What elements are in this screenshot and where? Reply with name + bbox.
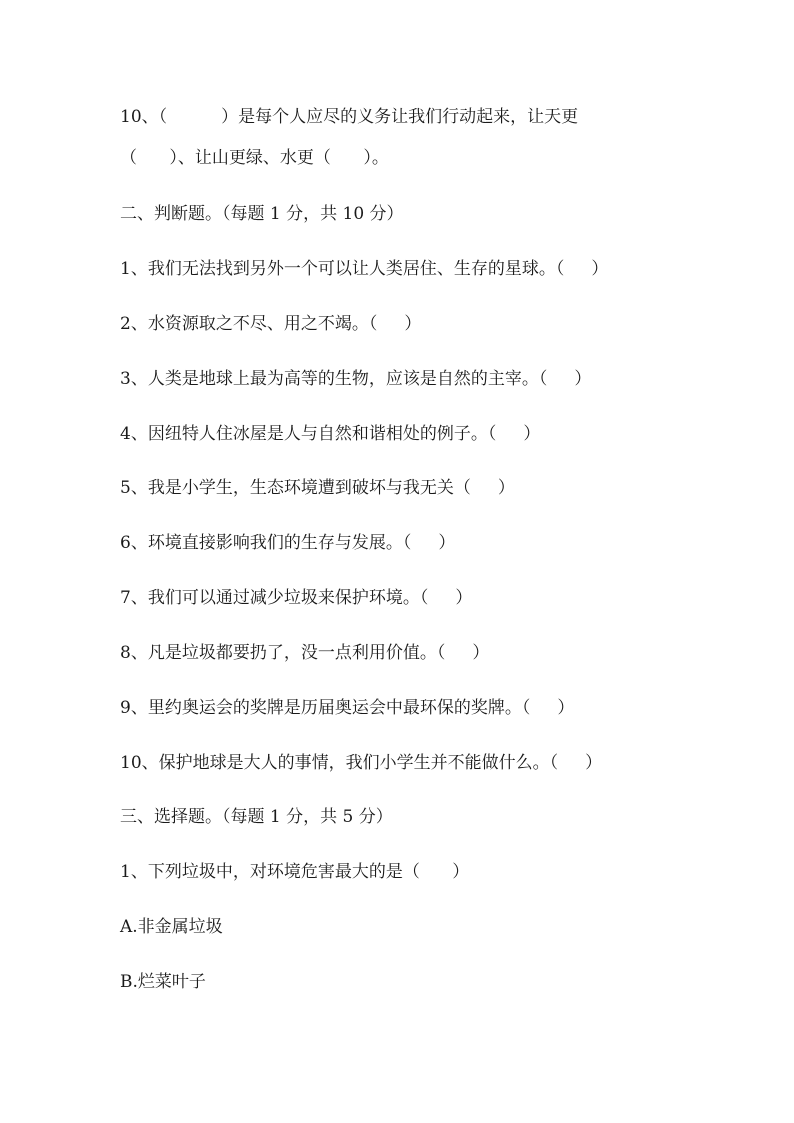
- true-false-item-7: 7、我们可以通过减少垃圾来保护环境。（ ）: [120, 588, 473, 608]
- true-false-item-4: 4、因纽特人住冰屋是人与自然和谐相处的例子。（ ）: [120, 424, 541, 444]
- true-false-item-5: 5、我是小学生，生态环境遭到破坏与我无关（ ）: [120, 478, 515, 498]
- choice-question-1: 1、下列垃圾中，对环境危害最大的是（ ）: [120, 862, 470, 882]
- true-false-item-1: 1、我们无法找到另外一个可以让人类居住、生存的星球。（ ）: [120, 259, 609, 279]
- section-heading-true-false: 二、判断题。（每题 1 分，共 10 分）: [120, 204, 404, 224]
- true-false-item-3: 3、人类是地球上最为高等的生物，应该是自然的主宰。（ ）: [120, 369, 592, 389]
- true-false-item-2: 2、水资源取之不尽、用之不竭。（ ）: [120, 314, 422, 334]
- true-false-item-9: 9、里约奥运会的奖牌是历届奥运会中最环保的奖牌。（ ）: [120, 698, 575, 718]
- true-false-item-10: 10、保护地球是大人的事情，我们小学生并不能做什么。（ ）: [120, 753, 603, 773]
- true-false-item-6: 6、环境直接影响我们的生存与发展。（ ）: [120, 533, 456, 553]
- fill-in-question-10-line-2: （ ）、让山更绿、水更（ ）。: [120, 148, 389, 168]
- choice-option-a: A.非金属垃圾: [120, 917, 223, 937]
- section-heading-multiple-choice: 三、选择题。（每题 1 分，共 5 分）: [120, 807, 393, 827]
- true-false-item-8: 8、凡是垃圾都要扔了，没一点利用价值。（ ）: [120, 643, 490, 663]
- choice-option-b: B.烂菜叶子: [120, 972, 206, 992]
- fill-in-question-10-line-1: 10、（ ）是每个人应尽的义务让我们行动起来，让天更: [120, 107, 579, 127]
